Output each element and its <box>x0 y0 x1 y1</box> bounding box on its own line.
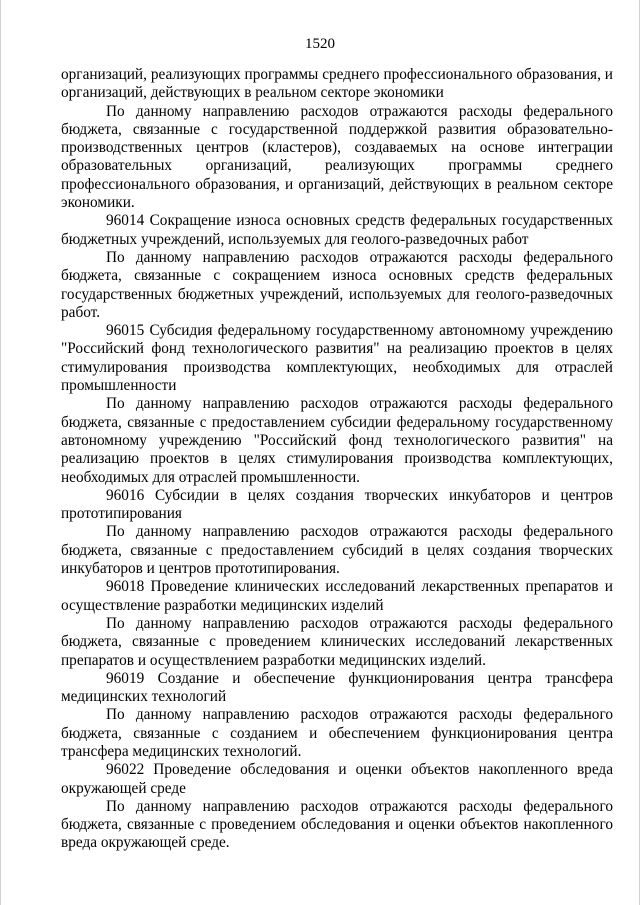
paragraph: 96019 Создание и обеспечение функционирования центра трансфера медицинских технологий <box>61 669 613 706</box>
paragraph: 96014 Сокращение износа основных средств федеральных государственных бюджетных учреждений, используемых для геолого-разведочных работ <box>61 212 613 248</box>
paragraph: 96016 Субсидии в целях создания творческих инкубаторов и центров прототипирования <box>61 486 613 523</box>
paragraph: По данному направлению расходов отражаются расходы федерального бюджета, связанные с предоставлением субсидий в целях создания творческих инкубаторов и центров прототипирования. <box>61 523 613 578</box>
paragraph: 96015 Субсидия федеральному государственному автономному учреждению "Российский фонд технологического развития" на реализацию проектов в целях стимулирования производства комплектующих, необходимых для отраслей промышленности <box>61 322 613 395</box>
paragraph: По данному направлению расходов отражаются расходы федерального бюджета, связанные с государственной поддержкой развития образовательно-производственных центров (кластеров), создаваемых на основе интеграции образовательных организаций, реализующих программы среднего профессионального образования, и организаций, действующих в реальном секторе экономики. <box>61 102 613 212</box>
page-number: 1520 <box>305 36 335 52</box>
document-body <box>61 66 613 853</box>
paragraph: По данному направлению расходов отражаются расходы федерального бюджета, связанные с созданием и обеспечением функционирования центра трансфера медицинских технологий. <box>61 706 613 760</box>
paragraph: По данному направлению расходов отражаются расходы федерального бюджета, связанные с предоставлением субсидии федеральному государственному автономному учреждению "Российский фонд технологического развития" на реализацию проектов в целях стимулирования производства комплектующих, необходимых для отраслей промышленности. <box>61 395 613 486</box>
paragraph: организаций, реализующих программы среднего профессионального образования, и организаций, действующих в реальном секторе экономики <box>61 66 613 102</box>
paragraph: По данному направлению расходов отражаются расходы федерального бюджета, связанные с проведением обследования и оценки объектов накопленного вреда окружающей среде. <box>61 797 613 852</box>
paragraph: 96022 Проведение обследования и оценки объектов накопленного вреда окружающей среде <box>61 761 613 797</box>
paragraph: 96018 Проведение клинических исследований лекарственных препаратов и осуществление разработки медицинских изделий <box>61 578 613 614</box>
paragraph: По данному направлению расходов отражаются расходы федерального бюджета, связанные с проведением клинических исследований лекарственных препаратов и осуществлением разработки медицинских изделий. <box>61 614 613 669</box>
paragraph: По данному направлению расходов отражаются расходы федерального бюджета, связанные с сокращением износа основных средств федеральных государственных бюджетных учреждений, используемых для геолого-разведочных работ. <box>61 248 613 321</box>
